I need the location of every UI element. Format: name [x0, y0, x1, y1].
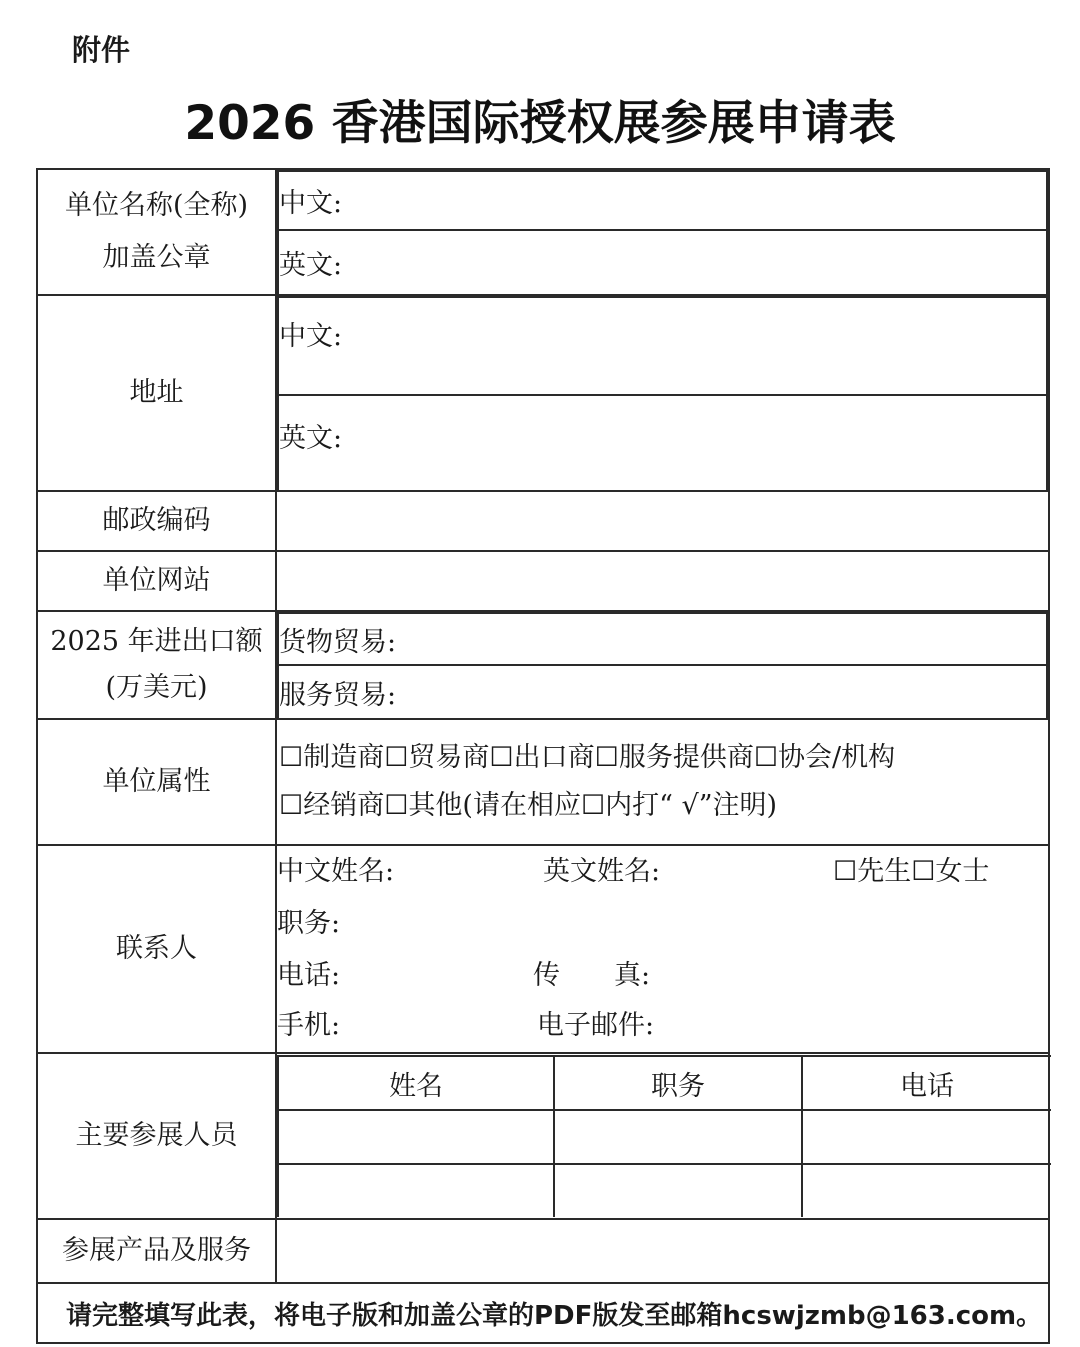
unit-name-label: 单位名称(全称): [64, 190, 249, 221]
attachment-label: 附件: [72, 33, 131, 67]
attributes-label: 单位属性: [37, 719, 276, 845]
page-title: 2026 香港国际授权展参展申请表: [184, 96, 896, 151]
trade-volume-fields: [276, 611, 1049, 719]
trade-volume-label: 2025 年进出口额: [50, 626, 263, 657]
contact-english-name-field[interactable]: 英文姓名:: [543, 856, 661, 887]
staff-position-cell[interactable]: [554, 1164, 802, 1217]
products-row: [37, 1219, 1049, 1283]
address-chinese-field[interactable]: 中文:: [278, 297, 1047, 395]
staff-phone-cell[interactable]: [802, 1110, 1051, 1164]
website-field[interactable]: [276, 551, 1049, 611]
staff-table: [277, 1055, 1051, 1217]
address-row: [37, 295, 1049, 491]
postal-code-field[interactable]: [276, 491, 1049, 551]
contact-phone-field[interactable]: 电话:: [277, 960, 341, 991]
staff-row: [37, 1053, 1049, 1219]
contact-position-field[interactable]: 职务:: [277, 908, 341, 939]
unit-seal-label: 加盖公章: [102, 242, 211, 273]
staff-label: 主要参展人员: [37, 1053, 276, 1219]
staff-header-phone: 电话: [802, 1056, 1051, 1110]
attributes-row: [37, 719, 1049, 845]
address-label: 地址: [37, 295, 276, 491]
postal-code-row: [37, 491, 1049, 551]
contact-email-field[interactable]: 电子邮件:: [537, 1010, 655, 1041]
staff-name-cell[interactable]: [278, 1110, 554, 1164]
goods-trade-field[interactable]: 货物贸易:: [278, 613, 1047, 665]
staff-position-cell[interactable]: [554, 1110, 802, 1164]
trade-volume-row: [37, 611, 1049, 719]
contact-gender-options[interactable]: ☐先生☐女士: [833, 856, 990, 887]
staff-name-cell[interactable]: [278, 1164, 554, 1217]
address-english-field[interactable]: 英文:: [278, 395, 1047, 490]
staff-header-position: 职务: [554, 1056, 802, 1110]
website-label: 单位网站: [37, 551, 276, 611]
footer-row: [37, 1283, 1049, 1343]
staff-phone-cell[interactable]: [802, 1164, 1051, 1217]
contact-mobile-field[interactable]: 手机:: [277, 1010, 341, 1041]
unit-name-chinese-field[interactable]: 中文:: [278, 171, 1047, 230]
contact-fax-field[interactable]: 传 真:: [533, 960, 651, 991]
unit-name-row: [37, 169, 1049, 295]
trade-volume-label-cell: [37, 611, 276, 719]
address-fields: [276, 295, 1049, 491]
unit-name-fields: [276, 169, 1049, 295]
contact-fields: [276, 845, 1049, 1053]
application-form-table: [36, 168, 1050, 1344]
services-trade-field[interactable]: 服务贸易:: [278, 665, 1047, 718]
contact-label: 联系人: [37, 845, 276, 1053]
submission-note: 请完整填写此表，将电子版和加盖公章的PDF版发至邮箱hcswjzmb@163.com。: [37, 1283, 1049, 1343]
attributes-field: [276, 719, 1049, 845]
postal-code-label: 邮政编码: [37, 491, 276, 551]
trade-volume-unit-label: (万美元): [105, 672, 208, 703]
products-field[interactable]: [276, 1219, 1049, 1283]
attributes-options-line1[interactable]: ☐制造商☐贸易商☐出口商☐服务提供商☐协会/机构: [279, 742, 896, 773]
attributes-options-line2[interactable]: ☐经销商☐其他(请在相应☐内打“ √”注明): [279, 790, 778, 821]
staff-header-name: 姓名: [278, 1056, 554, 1110]
unit-name-label-cell: [37, 169, 276, 295]
contact-row: [37, 845, 1049, 1053]
products-label: 参展产品及服务: [37, 1219, 276, 1283]
contact-chinese-name-field[interactable]: 中文姓名:: [277, 856, 395, 887]
website-row: [37, 551, 1049, 611]
unit-name-english-field[interactable]: 英文:: [278, 230, 1047, 294]
staff-table-cell: [276, 1053, 1049, 1219]
